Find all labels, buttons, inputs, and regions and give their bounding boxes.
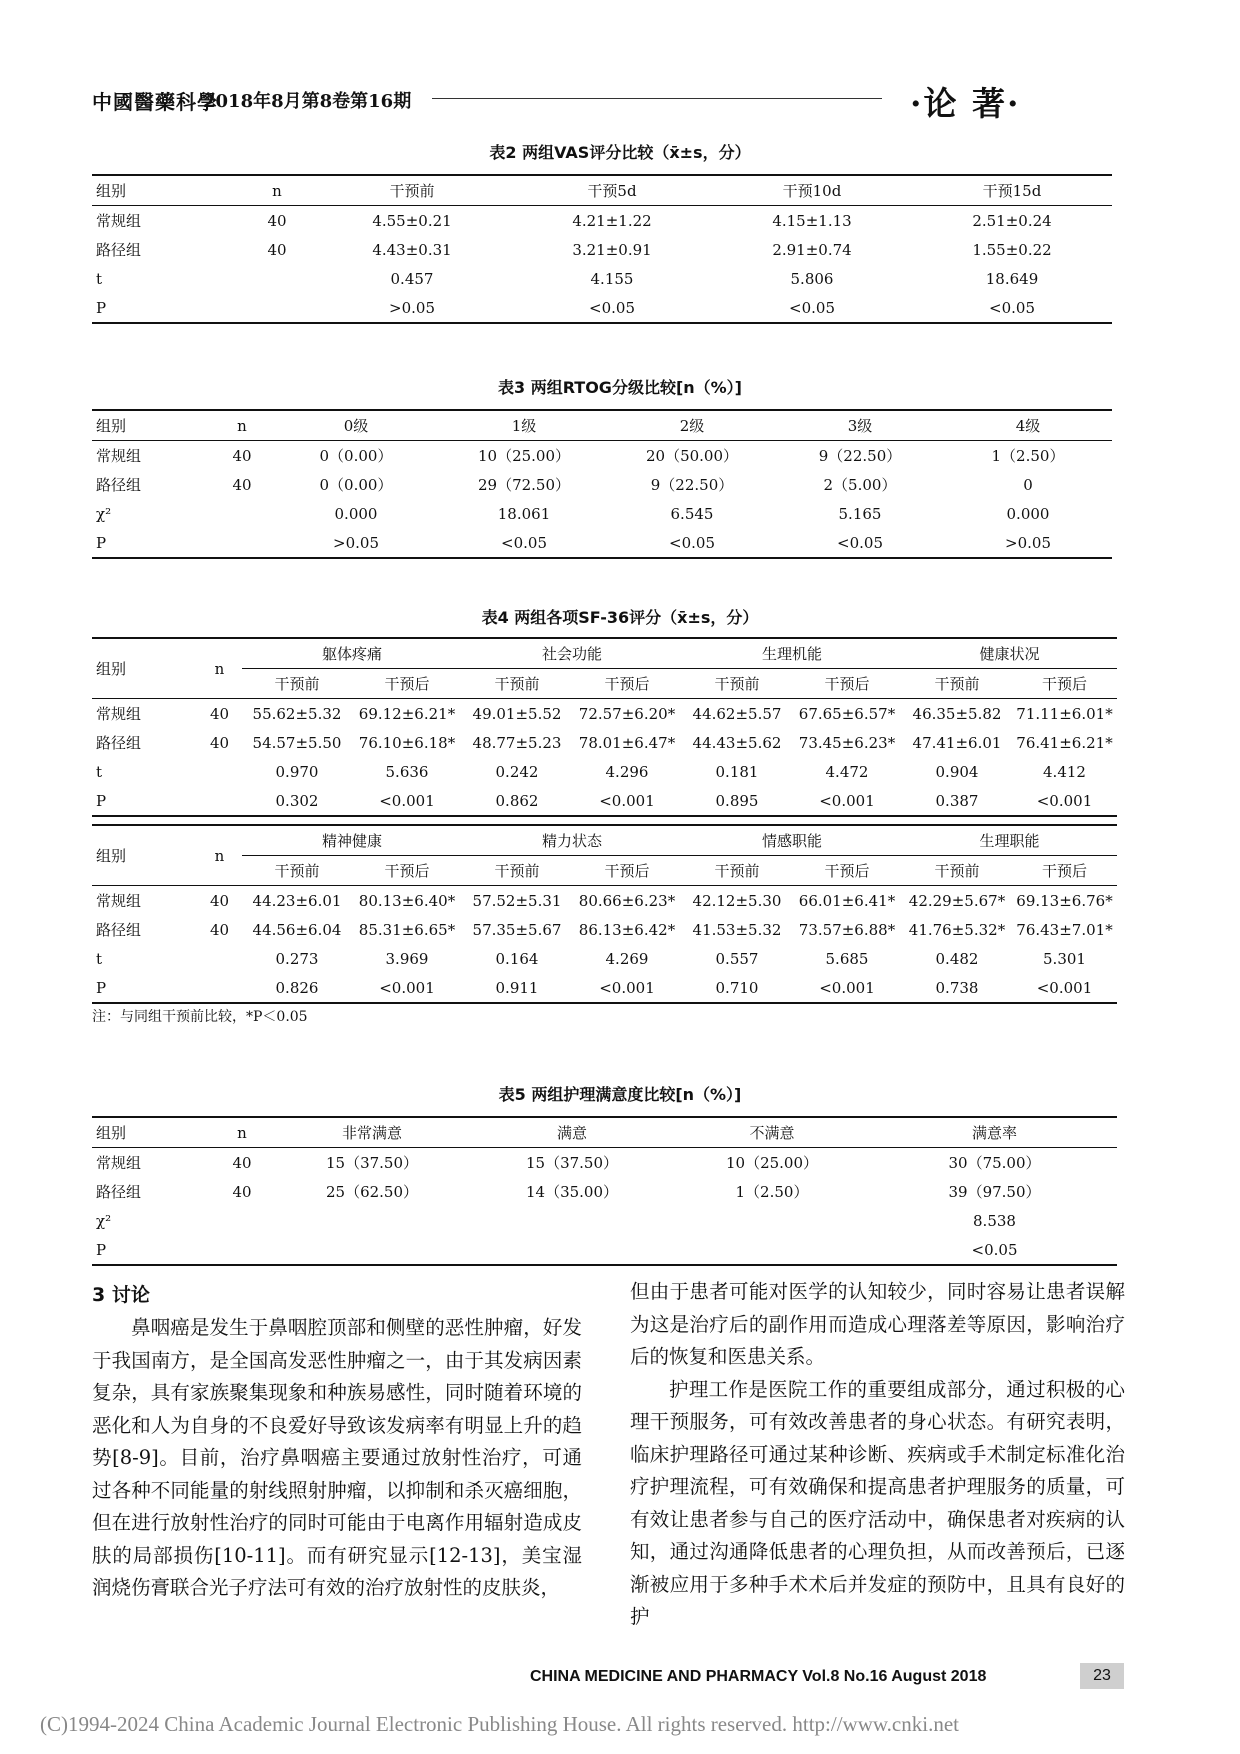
table-cell: 40 <box>267 240 287 259</box>
column-header: 非常满意 <box>272 1117 472 1148</box>
subheader-row <box>92 856 1117 886</box>
table4-part2 <box>92 824 1117 1004</box>
subheader-pre: 干预前 <box>902 856 1012 886</box>
table-row <box>92 786 1117 816</box>
table-cell <box>672 1235 872 1265</box>
table-cell: 0.302 <box>242 786 352 816</box>
subheader-post: 干预后 <box>572 669 682 699</box>
table-cell: 0（0.00） <box>319 447 393 465</box>
subheader-post: 干预后 <box>572 856 682 886</box>
subheader-post: 干预后 <box>1012 856 1117 886</box>
table-row <box>92 293 1112 323</box>
table-cell: 18.649 <box>985 269 1039 288</box>
subheader-pre: 干预前 <box>682 669 792 699</box>
column-header: 组别 <box>92 825 197 886</box>
table-cell <box>242 264 312 293</box>
table-row <box>92 235 1112 264</box>
table-cell: <0.001 <box>572 973 682 1003</box>
table-cell: 0.181 <box>715 762 759 781</box>
table-cell: 10（25.00） <box>725 1154 819 1172</box>
table-cell: P <box>92 1235 212 1265</box>
table-cell: 40 <box>209 704 230 723</box>
table-cell: 0.970 <box>275 762 319 781</box>
table-cell: 4.472 <box>825 762 869 781</box>
column-header: 干预前 <box>312 175 512 206</box>
table-cell: χ² <box>96 1211 112 1230</box>
table-cell: 5.301 <box>1043 949 1086 968</box>
table-row <box>92 757 1117 786</box>
table-cell: 86.13±6.42* <box>578 920 676 939</box>
table-cell: 5.165 <box>838 504 882 523</box>
table-cell: 0.557 <box>715 949 759 968</box>
table-cell: 0（0.00） <box>319 476 393 494</box>
table4-part1 <box>92 637 1117 817</box>
table-cell: 44.56±6.04 <box>252 920 342 939</box>
footer-journal: CHINA MEDICINE AND PHARMACY Vol.8 No.16 August 2018 <box>530 1668 987 1685</box>
table-row <box>92 886 1117 916</box>
table-cell: >0.05 <box>312 293 512 323</box>
table-cell: 0.164 <box>495 949 539 968</box>
table-cell: 76.41±6.21* <box>1016 733 1113 752</box>
table-row <box>92 1177 1117 1206</box>
table-cell: 0.000 <box>334 504 378 523</box>
column-header: 满意率 <box>872 1117 1117 1148</box>
table-cell: 0.273 <box>275 949 319 968</box>
table-cell: 40 <box>232 475 252 494</box>
table-cell: <0.001 <box>792 786 902 816</box>
table-cell: 42.29±5.67* <box>908 891 1006 910</box>
table-cell: 路径组 <box>96 734 142 752</box>
table-cell <box>472 1235 672 1265</box>
table-cell: 4.155 <box>590 269 634 288</box>
table-cell: 40 <box>232 1153 252 1172</box>
table-cell: P <box>92 293 242 323</box>
table-cell: 3.21±0.91 <box>572 240 652 259</box>
table-cell: t <box>96 949 103 968</box>
table-cell <box>272 1206 472 1235</box>
issue-info: 2018年8月第8卷第16期 <box>203 91 412 112</box>
table-cell: 29（72.50） <box>477 476 571 494</box>
table3-caption: 表3 两组RTOG分级比较[n（%）] <box>497 378 742 397</box>
table-cell: 40 <box>209 733 230 752</box>
table-cell: 44.23±6.01 <box>252 891 342 910</box>
table-cell: χ² <box>96 504 112 523</box>
table-cell: >0.05 <box>272 528 440 558</box>
page-number: 23 <box>1080 1663 1124 1689</box>
table-cell: 15（37.50） <box>325 1154 419 1172</box>
table-cell: 4.296 <box>605 762 649 781</box>
group-header: 生理机能 <box>682 638 902 669</box>
table-cell: 40 <box>209 891 230 910</box>
table-cell: 8.538 <box>973 1211 1016 1230</box>
table-cell: 39（97.50） <box>948 1183 1041 1201</box>
table-cell: 76.10±6.18* <box>358 733 456 752</box>
column-header: 不满意 <box>672 1117 872 1148</box>
table-row <box>92 973 1117 1003</box>
table-row <box>92 1206 1117 1235</box>
group-header: 社会功能 <box>462 638 682 669</box>
table-cell: 44.43±5.62 <box>692 733 782 752</box>
group-header: 情感职能 <box>682 825 902 856</box>
subheader-pre: 干预前 <box>462 856 572 886</box>
group-header: 生理职能 <box>902 825 1117 856</box>
table-cell: P <box>92 973 197 1003</box>
header-row <box>92 825 1117 856</box>
table-cell: 57.52±5.31 <box>472 891 562 910</box>
table-cell <box>212 528 272 558</box>
subheader-post: 干预后 <box>352 669 462 699</box>
table-cell: 67.65±6.57* <box>798 704 896 723</box>
table-cell: 路径组 <box>96 1183 142 1201</box>
table-cell: 0.895 <box>682 786 792 816</box>
table-cell: 路径组 <box>96 476 142 494</box>
table-cell: 0.482 <box>935 949 979 968</box>
table-cell: 4.269 <box>605 949 649 968</box>
subheader-post: 干预后 <box>1012 669 1117 699</box>
table-cell <box>242 293 312 323</box>
table-cell: 76.43±7.01* <box>1016 920 1113 939</box>
table-cell: 44.62±5.57 <box>692 704 782 723</box>
subheader-pre: 干预前 <box>242 669 352 699</box>
group-header: 精力状态 <box>462 825 682 856</box>
table-cell: 路径组 <box>96 921 142 939</box>
table-cell: 80.13±6.40* <box>358 891 456 910</box>
column-header: 2级 <box>608 410 776 441</box>
subheader-pre: 干预前 <box>902 669 1012 699</box>
table-cell: <0.05 <box>608 528 776 558</box>
table-cell <box>272 1235 472 1265</box>
header-row <box>92 1117 1117 1148</box>
table-cell: 5.636 <box>385 762 429 781</box>
table-cell: 0 <box>1023 475 1033 494</box>
column-header: 1级 <box>440 410 608 441</box>
copyright-line: (C)1994-2024 China Academic Journal Electronic Publishing House. All rights reserved. http://www.cnki.net <box>40 1712 959 1736</box>
journal-name: 中國醫藥科學 <box>92 90 218 114</box>
column-header: 组别 <box>92 1117 212 1148</box>
table-cell: 41.76±5.32* <box>908 920 1006 939</box>
table-row <box>92 699 1117 729</box>
table-cell: <0.001 <box>352 973 462 1003</box>
table-row <box>92 944 1117 973</box>
table-cell <box>212 1235 272 1265</box>
column-header: n <box>212 410 272 441</box>
table-cell: 4.15±1.13 <box>772 211 852 230</box>
table-cell: 0.911 <box>462 973 572 1003</box>
group-header: 精神健康 <box>242 825 462 856</box>
table-cell: 40 <box>209 920 230 939</box>
table-cell: 49.01±5.52 <box>472 704 562 723</box>
subheader-post: 干预后 <box>792 669 902 699</box>
column-header: 组别 <box>92 175 242 206</box>
table-cell: 41.53±5.32 <box>692 920 782 939</box>
table-cell: 69.13±6.76* <box>1016 891 1113 910</box>
table-cell: 0.862 <box>462 786 572 816</box>
table-cell: 常规组 <box>96 705 142 723</box>
subheader-pre: 干预前 <box>462 669 572 699</box>
table-cell: 4.55±0.21 <box>372 211 452 230</box>
column-header: 组别 <box>92 638 197 699</box>
table-cell: 78.01±6.47* <box>578 733 676 752</box>
column-header: 满意 <box>472 1117 672 1148</box>
table-cell: <0.05 <box>776 528 944 558</box>
table-cell: <0.05 <box>872 1235 1117 1265</box>
column-header: 3级 <box>776 410 944 441</box>
table-cell <box>672 1206 872 1235</box>
table-row <box>92 441 1112 471</box>
table-cell: 73.45±6.23* <box>798 733 896 752</box>
column-header: n <box>212 1117 272 1148</box>
table-cell: <0.05 <box>440 528 608 558</box>
table-cell: 0.904 <box>935 762 979 781</box>
table2-vas <box>92 174 1112 324</box>
column-header: 0级 <box>272 410 440 441</box>
table-row <box>92 1235 1117 1265</box>
table-cell <box>197 757 242 786</box>
table-cell: 80.66±6.23* <box>578 891 676 910</box>
table-cell: 9（22.50） <box>650 476 734 494</box>
table-row <box>92 1148 1117 1178</box>
table-cell: 71.11±6.01* <box>1016 704 1113 723</box>
table-cell: <0.05 <box>712 293 912 323</box>
table-cell: 1（2.50） <box>991 447 1065 465</box>
table-cell: 0.242 <box>495 762 539 781</box>
table-cell: 47.41±6.01 <box>912 733 1002 752</box>
table-cell: 55.62±5.32 <box>252 704 342 723</box>
table-cell: 48.77±5.23 <box>472 733 562 752</box>
table-cell: 73.57±6.88* <box>798 920 896 939</box>
table-cell: 0.710 <box>682 973 792 1003</box>
table3-rtog <box>92 409 1112 559</box>
subheader-post: 干预后 <box>352 856 462 886</box>
table-cell: 18.061 <box>497 504 551 523</box>
table-cell: 3.969 <box>385 949 429 968</box>
table-cell <box>197 973 242 1003</box>
header-row <box>92 175 1112 206</box>
table-cell: 0.738 <box>902 973 1012 1003</box>
table-cell: 6.545 <box>670 504 714 523</box>
table-cell: P <box>92 786 197 816</box>
table2-caption: 表2 两组VAS评分比较（x̄±s，分） <box>489 143 751 162</box>
header-row <box>92 638 1117 669</box>
table-cell: 40 <box>232 1182 252 1201</box>
table-cell: <0.001 <box>1012 786 1117 816</box>
table-row <box>92 206 1112 236</box>
table-cell: 10（25.00） <box>477 447 571 465</box>
table-cell: t <box>96 269 103 288</box>
table-cell: 路径组 <box>96 241 142 259</box>
column-header: n <box>242 175 312 206</box>
table-cell: 40 <box>232 446 252 465</box>
table-cell: 2（5.00） <box>823 476 897 494</box>
subheader-pre: 干预前 <box>242 856 352 886</box>
table-cell: <0.001 <box>792 973 902 1003</box>
header-rule <box>432 98 882 99</box>
table-cell: 72.57±6.20* <box>578 704 676 723</box>
table-cell: 42.12±5.30 <box>692 891 782 910</box>
table-cell <box>197 944 242 973</box>
table-cell: <0.001 <box>352 786 462 816</box>
table-cell: t <box>96 762 103 781</box>
subheader-pre: 干预前 <box>682 856 792 886</box>
table-cell: 5.806 <box>790 269 834 288</box>
table-row <box>92 264 1112 293</box>
table-cell: P <box>92 528 212 558</box>
table-cell: 69.12±6.21* <box>358 704 456 723</box>
table-cell: 0.387 <box>902 786 1012 816</box>
table5-caption: 表5 两组护理满意度比较[n（%）] <box>498 1085 742 1104</box>
table4-caption: 表4 两组各项SF-36评分（x̄±s，分） <box>481 608 759 627</box>
column-header: 组别 <box>92 410 212 441</box>
column-header: 4级 <box>944 410 1112 441</box>
table-cell: 0.000 <box>1006 504 1050 523</box>
table-cell: 常规组 <box>96 212 142 230</box>
discussion-paragraph-3: 护理工作是医院工作的重要组成部分，通过积极的心理干预服务，可有效改善患者的身心状态。有研究表明，临床护理路径可通过某种诊断、疾病或手术制定标准化治疗护理流程，可有效确保和提高患者护理服务的质量，可有效让患者参与自己的医疗活动中，确保患者对疾病的认知，通过沟通降低患者的心理负担，从而改善预后，已逐渐被应用于多种手术术后并发症的预防中，且具有良好的护 <box>630 1377 1125 1628</box>
discussion-paragraph-1: 鼻咽癌是发生于鼻咽腔顶部和侧壁的恶性肿瘤，好发于我国南方，是全国高发恶性肿瘤之一，由于其发病因素复杂，具有家族聚集现象和种族易感性，同时随着环境的恶化和人为自身的不良爱好导致该发病率有明显上升的趋势[8-9]。目前，治疗鼻咽癌主要通过放射性治疗，可通过各种不同能量的射线照射肿瘤，以抑制和杀灭癌细胞，但在进行放射性治疗的同时可能由于电离作用辐射造成皮肤的局部损伤[10-11]。而有研究显示[12-13]，美宝湿润烧伤膏联合光子疗法可有效的治疗放射性的皮肤炎， <box>92 1316 582 1599</box>
table-cell: 2.91±0.74 <box>772 240 852 259</box>
table-cell <box>472 1206 672 1235</box>
column-header: 干预5d <box>512 175 712 206</box>
table-row <box>92 915 1117 944</box>
table-cell: 85.31±6.65* <box>358 920 456 939</box>
table-cell: 常规组 <box>96 447 142 465</box>
table-cell: 20（50.00） <box>645 447 739 465</box>
column-header: n <box>197 638 242 699</box>
table-cell <box>212 499 272 528</box>
table5-satisfaction <box>92 1116 1117 1266</box>
subheader-post: 干预后 <box>792 856 902 886</box>
table-cell: 30（75.00） <box>948 1154 1041 1172</box>
table-cell: 46.35±5.82 <box>912 704 1002 723</box>
table-cell: 4.412 <box>1043 762 1086 781</box>
table-cell: 4.43±0.31 <box>372 240 452 259</box>
table-row <box>92 528 1112 558</box>
table-cell: 66.01±6.41* <box>798 891 896 910</box>
table-cell: 常规组 <box>96 1154 142 1172</box>
table-cell: <0.05 <box>512 293 712 323</box>
table-cell <box>197 786 242 816</box>
header-row <box>92 410 1112 441</box>
table-cell: 25（62.50） <box>325 1183 419 1201</box>
table4-note: 注：与同组干预前比较，*P＜0.05 <box>92 1009 308 1025</box>
table-row <box>92 728 1117 757</box>
table-cell: <0.05 <box>912 293 1112 323</box>
table-cell: 0.457 <box>390 269 434 288</box>
table-cell: 9（22.50） <box>818 447 902 465</box>
table-cell: 5.685 <box>825 949 869 968</box>
table-cell: 14（35.00） <box>525 1183 619 1201</box>
table-cell: 40 <box>267 211 287 230</box>
table-cell: 1.55±0.22 <box>972 240 1052 259</box>
section-heading: 3 讨论 <box>92 1284 150 1306</box>
table-cell: 0.826 <box>242 973 352 1003</box>
table-row <box>92 470 1112 499</box>
discussion-col2 <box>630 1276 1125 1634</box>
column-header: n <box>197 825 242 886</box>
table-cell: 15（37.50） <box>525 1154 619 1172</box>
table-cell: 1（2.50） <box>735 1183 809 1201</box>
subheader-row <box>92 669 1117 699</box>
table-cell: 2.51±0.24 <box>972 211 1052 230</box>
column-header: 干预10d <box>712 175 912 206</box>
table-cell: 57.35±5.67 <box>472 920 562 939</box>
section-label: ·论 著· <box>910 84 1021 123</box>
discussion-paragraph-2: 但由于患者可能对医学的认知较少，同时容易让患者误解为这是治疗后的副作用而造成心理落差等原因，影响治疗后的恢复和医患关系。 <box>630 1280 1125 1368</box>
table-cell: >0.05 <box>944 528 1112 558</box>
table-cell: <0.001 <box>1012 973 1117 1003</box>
table-cell: 常规组 <box>96 892 142 910</box>
group-header: 躯体疼痛 <box>242 638 462 669</box>
table-cell: 4.21±1.22 <box>572 211 652 230</box>
column-header: 干预15d <box>912 175 1112 206</box>
table-cell: <0.001 <box>572 786 682 816</box>
discussion-col1 <box>92 1312 582 1605</box>
table-cell: 54.57±5.50 <box>252 733 342 752</box>
group-header: 健康状况 <box>902 638 1117 669</box>
table-cell <box>212 1206 272 1235</box>
table-row <box>92 499 1112 528</box>
